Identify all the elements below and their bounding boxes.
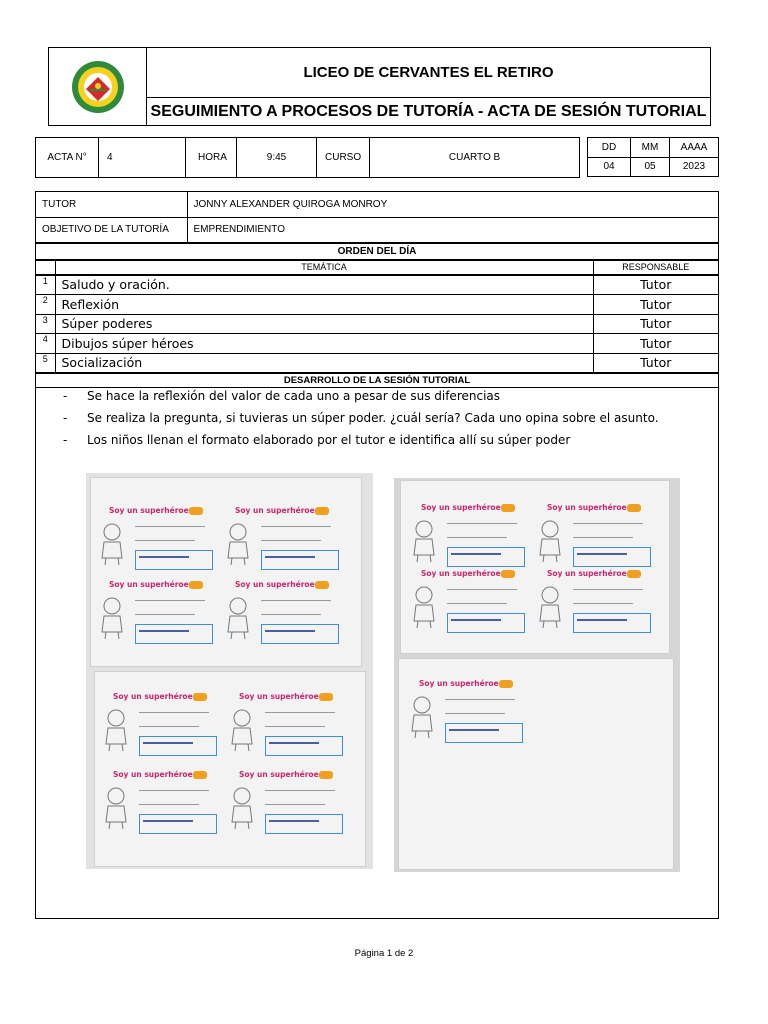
writing-line [265,804,325,805]
worksheet-card-title: Soy un superhéroe [421,503,501,512]
topic-row [36,295,718,315]
worksheet-card-title: Soy un superhéroe [235,580,315,589]
handwriting-mark [143,742,193,744]
answer-box [139,814,217,834]
worksheet-card [99,768,219,850]
handwriting-mark [265,630,315,632]
answer-box [135,550,213,570]
bullet-text: Se hace la reflexión del valor de cada uno a pesar de sus diferencias [87,389,501,403]
orden-del-dia-title: ORDEN DEL DÍA [36,243,718,259]
bullet-text: Se realiza la pregunta, si tuvieras un súper poder. ¿cuál sería? Cada uno opina sobre el asunto. [87,411,659,425]
worksheet-card [407,567,527,649]
boom-icon [627,504,641,512]
bullet-item [63,433,659,455]
answer-box [139,736,217,756]
boom-icon [319,693,333,701]
bullet-item [63,389,659,411]
boom-icon [499,680,513,688]
handwriting-mark [139,556,189,558]
handwriting-mark [269,742,319,744]
writing-line [261,614,321,615]
worksheet-card-title: Soy un superhéroe [239,770,319,779]
worksheet-card [405,677,525,759]
superhero-drawing-icon [97,596,127,640]
school-logo [70,59,126,115]
document-header [48,47,711,126]
page-number: Página 1 de 2 [354,948,414,959]
bullet-dash: - [63,433,68,447]
worksheet-card [221,578,341,660]
writing-line [265,726,325,727]
mm-value: 05 [631,157,670,177]
logo-cell [49,48,147,125]
bullet-text: Los niños llenan el formato elaborado por el tutor e identifica allí su súper poder [87,433,571,447]
worksheet-card [533,567,653,649]
worksheet-photo-2 [394,478,680,872]
desarrollo-title: DESARROLLO DE LA SESIÓN TUTORIAL [36,374,718,388]
writing-line [573,537,633,538]
worksheet-card-title: Soy un superhéroe [113,692,193,701]
worksheet-photo-1 [86,473,373,869]
objetivo-value: EMPRENDIMIENTO [187,217,718,242]
topic-row [36,334,718,354]
superhero-drawing-icon [409,519,439,563]
mm-label: MM [631,138,670,158]
topic-row [36,353,718,373]
answer-box [261,624,339,644]
topics-list [36,275,718,374]
answer-box [261,550,339,570]
superhero-drawing-icon [223,522,253,566]
acta-table [35,137,580,178]
worksheet-card-title: Soy un superhéroe [113,770,193,779]
superhero-drawing-icon [223,596,253,640]
topic-number: 2 [36,295,55,315]
worksheet-card [99,690,219,772]
boom-icon [193,771,207,779]
answer-box [573,547,651,567]
writing-line [447,537,507,538]
handwriting-mark [143,820,193,822]
topic-text: Saludo y oración. [55,275,593,295]
worksheet-card-title: Soy un superhéroe [547,569,627,578]
superhero-drawing-icon [535,585,565,629]
writing-line [573,589,643,590]
hora-label: HORA [186,138,237,178]
hora-value: 9:45 [237,138,317,178]
writing-line [261,526,331,527]
col-tematica: TEMÁTICA [55,260,593,274]
superhero-drawing-icon [227,786,257,830]
worksheet-card-title: Soy un superhéroe [421,569,501,578]
writing-line [573,603,633,604]
topic-text: Dibujos súper héroes [55,334,593,354]
acta-number: 4 [99,138,186,178]
topic-row [36,275,718,295]
bullet-item [63,411,659,433]
topic-responsable: Tutor [593,295,718,315]
aaaa-label: AAAA [670,138,719,158]
numbers-column [36,260,55,274]
boom-icon [501,504,515,512]
writing-line [573,523,643,524]
topic-row [36,314,718,334]
worksheet-card-title: Soy un superhéroe [239,692,319,701]
topic-number: 5 [36,353,55,373]
curso-label: CURSO [317,138,370,178]
topic-number: 1 [36,275,55,295]
objetivo-label: OBJETIVO DE LA TUTORÍA [36,217,187,242]
writing-line [135,614,195,615]
dd-value: 04 [588,157,631,177]
handwriting-mark [577,553,627,555]
worksheet-card-title: Soy un superhéroe [235,506,315,515]
boom-icon [189,581,203,589]
answer-box [573,613,651,633]
superhero-drawing-icon [227,708,257,752]
worksheet-card [221,504,341,586]
topic-text: Reflexión [55,295,593,315]
topic-responsable: Tutor [593,275,718,295]
worksheet-card [225,690,345,772]
col-responsable: RESPONSABLE [593,260,718,274]
date-table [587,137,719,177]
aaaa-value: 2023 [670,157,719,177]
worksheet-card [95,578,215,660]
boom-icon [189,507,203,515]
writing-line [447,523,517,524]
boom-icon [319,771,333,779]
tutor-name: JONNY ALEXANDER QUIROGA MONROY [187,192,718,217]
writing-line [135,600,205,601]
worksheet-card-title: Soy un superhéroe [419,679,499,688]
worksheet-card-title: Soy un superhéroe [547,503,627,512]
writing-line [135,540,195,541]
worksheet-card [95,504,215,586]
session-table [35,191,719,919]
writing-line [135,526,205,527]
handwriting-mark [577,619,627,621]
answer-box [265,736,343,756]
topic-responsable: Tutor [593,353,718,373]
bullet-dash: - [63,389,68,403]
topic-number: 3 [36,314,55,334]
curso-value: CUARTO B [370,138,580,178]
answer-box [265,814,343,834]
worksheet-card [225,768,345,850]
handwriting-mark [139,630,189,632]
topic-text: Socialización [55,353,593,373]
school-title: LICEO DE CERVANTES EL RETIRO [147,48,710,98]
handwriting-mark [449,729,499,731]
writing-line [139,804,199,805]
worksheet-sheet [90,477,362,667]
answer-box [135,624,213,644]
dd-label: DD [588,138,631,158]
worksheet-sheet [400,480,670,654]
writing-line [265,790,335,791]
boom-icon [501,570,515,578]
worksheet-card-title: Soy un superhéroe [109,506,189,515]
tutor-label: TUTOR [36,192,187,217]
superhero-drawing-icon [97,522,127,566]
boom-icon [315,581,329,589]
writing-line [261,600,331,601]
handwriting-mark [451,619,501,621]
writing-line [139,726,199,727]
desarrollo-bullets [63,389,659,455]
topic-text: Súper poderes [55,314,593,334]
worksheet-sheet [398,658,674,870]
boom-icon [193,693,207,701]
writing-line [445,699,515,700]
superhero-drawing-icon [101,708,131,752]
superhero-drawing-icon [535,519,565,563]
worksheet-sheet [94,671,366,867]
boom-icon [627,570,641,578]
boom-icon [315,507,329,515]
writing-line [261,540,321,541]
acta-label: ACTA N° [36,138,99,178]
writing-line [447,589,517,590]
writing-line [447,603,507,604]
superhero-drawing-icon [409,585,439,629]
writing-line [139,790,209,791]
document-subtitle: SEGUIMIENTO A PROCESOS DE TUTORÍA - ACTA DE SESIÓN TUTORIAL [150,102,707,120]
writing-line [445,713,505,714]
bullet-dash: - [63,411,68,425]
answer-box [447,547,525,567]
topic-number: 4 [36,334,55,354]
handwriting-mark [269,820,319,822]
answer-box [445,723,523,743]
handwriting-mark [265,556,315,558]
writing-line [265,712,335,713]
answer-box [447,613,525,633]
worksheet-card-title: Soy un superhéroe [109,580,189,589]
topic-responsable: Tutor [593,334,718,354]
superhero-drawing-icon [101,786,131,830]
superhero-drawing-icon [407,695,437,739]
writing-line [139,712,209,713]
topic-responsable: Tutor [593,314,718,334]
handwriting-mark [451,553,501,555]
